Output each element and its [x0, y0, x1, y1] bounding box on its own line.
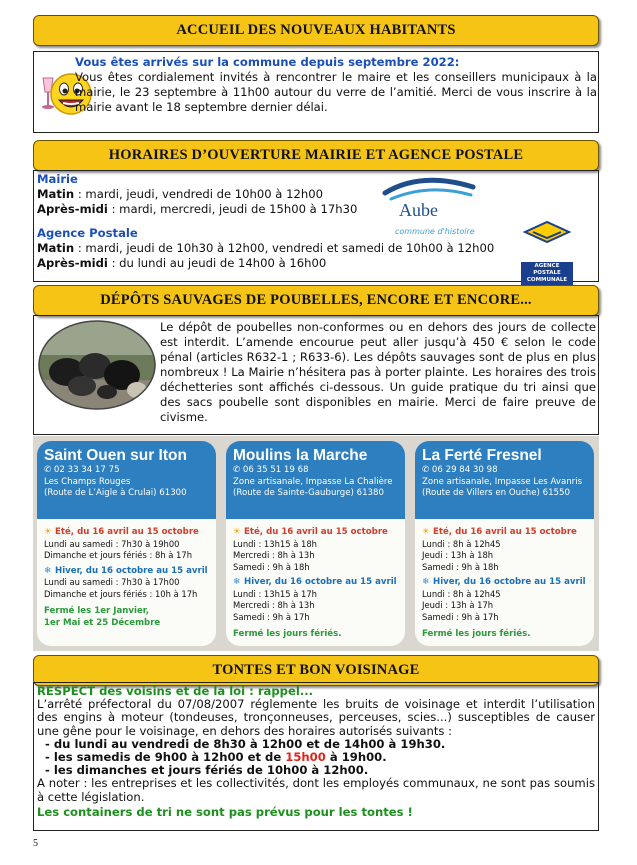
dechetterie-address: (Route de L’Aigle à Crulai) 61300	[44, 488, 187, 498]
poste-logo-line1: AGENCE POSTALE	[533, 263, 561, 276]
schedule-line: Lundi au samedi : 7h30 à 19h00	[44, 538, 180, 549]
accueil-highlight: Vous êtes arrivés sur la commune depuis septembre 2022:	[75, 55, 460, 69]
dechetterie-phone: ✆ 02 33 34 17 75	[44, 465, 120, 475]
tontes-intro: RESPECT des voisins et de la loi : rappel...	[37, 684, 314, 698]
hiver-title: ❄ Hiver, du 16 octobre au 15 avril	[233, 577, 397, 587]
page-number: 5	[33, 838, 38, 849]
dechetterie-card-moulins	[226, 441, 405, 646]
schedule-line: Samedi : 9h à 18h	[422, 561, 499, 572]
section-tontes	[33, 682, 599, 831]
schedule-line: Lundi : 8h à 12h45	[422, 538, 501, 549]
hiver-title: ❄ Hiver, du 16 octobre au 15 avril	[422, 577, 586, 587]
list-item: - les samedis de 9h00 à 12h00 et de 15h00 à 19h00.	[45, 751, 595, 764]
schedule-line: Lundi : 13h15 à 17h	[233, 588, 317, 599]
accueil-body: Vous êtes cordialement invités à rencontrer le maire et les conseillers municipaux à la mairie, le 23 septembre à 11h00 autour du verre de l’amitié. Merci de vous inscrire à la mairie avant le 18 septembre dernier délai.	[75, 70, 597, 114]
aube-logo-name: Aube	[399, 200, 438, 220]
dechetteries-panel	[33, 436, 599, 651]
schedule-line: Jeudi : 13h à 17h	[422, 600, 494, 610]
schedule-line: Samedi : 9h à 17h	[422, 611, 499, 622]
snowflake-icon: ❄	[422, 577, 430, 587]
sun-icon: ☀	[233, 527, 241, 537]
poste-logo-line2: COMMUNALE	[526, 277, 568, 283]
ete-title: ☀ Eté, du 16 avril au 15 octobre	[44, 527, 199, 537]
dechetterie-address: Les Champs Rouges	[44, 476, 131, 487]
dechetterie-card-saint-ouen	[37, 441, 216, 646]
dechetterie-name: Saint Ouen sur Iton	[44, 447, 187, 464]
tontes-hours-list	[45, 738, 595, 778]
hiver-title: ❄ Hiver, du 16 octobre au 15 avril	[44, 565, 208, 576]
closed-notice: Fermé les 1er Janvier, 1er Mai et 25 Décembre	[44, 606, 161, 628]
trash-bags-photo	[37, 320, 157, 410]
mairie-heading: Mairie	[37, 172, 78, 186]
schedule-line: Dimanche et jours fériés : 10h à 17h	[44, 588, 198, 599]
dechetterie-name: Moulins la Marche	[233, 447, 368, 464]
snowflake-icon: ❄	[44, 565, 52, 576]
schedule-line: Mercredi : 8h à 13h	[233, 600, 315, 610]
snowflake-icon: ❄	[233, 577, 241, 587]
tontes-body: L’arrêté préfectoral du 07/08/2007 réglemente les bruits de voisinage et interdit l’utilisation des engins à moteur (tondeuses, tronçonneuses, perceuses, scies...) susceptibles de causer une gêne pour le voisinage, en dehors des horaires autorisés suivants :	[37, 697, 595, 738]
schedule-line: Lundi au samedi : 7h30 à 17h00	[44, 577, 180, 587]
poste-apm: Après-midi : du lundi au jeudi de 14h00 à 16h00	[37, 256, 327, 270]
section-accueil	[33, 51, 599, 133]
closed-notice: Fermé les jours fériés.	[422, 629, 531, 639]
schedule-line: Samedi : 9h à 17h	[233, 611, 310, 622]
tontes-closing: Les containers de tri ne sont pas prévus pour les tontes !	[37, 804, 413, 819]
section-depots	[33, 315, 599, 435]
tontes-note: A noter : les entreprises et les collectivités, dont les employés communaux, ne sont pas soumis à cette législation.	[37, 776, 595, 804]
dechetterie-address: Zone artisanale, Impasse Les Avanris	[422, 476, 583, 487]
ete-title: ☀ Eté, du 16 avril au 15 octobre	[233, 527, 388, 537]
dechetterie-phone: ✆ 06 29 84 30 98	[422, 465, 498, 475]
header-accueil: ACCUEIL DES NOUVEAUX HABITANTS	[33, 15, 599, 46]
dechetterie-name: La Ferté Fresnel	[422, 447, 542, 464]
poste-matin: Matin : mardi, jeudi de 10h30 à 12h00, vendredi et samedi de 10h00 à 12h00	[37, 241, 495, 255]
schedule-line: Dimanche et jours fériés : 8h à 17h	[44, 550, 193, 560]
ete-title: ☀ Eté, du 16 avril au 15 octobre	[422, 527, 577, 537]
dechetterie-address: (Route de Villers en Ouche) 61550	[422, 488, 570, 498]
dechetterie-card-la-ferte	[415, 441, 594, 646]
schedule-line: Lundi : 13h15 à 18h	[233, 538, 317, 549]
schedule-line: Samedi : 9h à 18h	[233, 561, 310, 572]
aube-logo-tagline: commune d'histoire	[395, 227, 475, 236]
header-tontes: TONTES ET BON VOISINAGE	[33, 655, 599, 686]
sun-icon: ☀	[422, 527, 430, 537]
dechetterie-address: (Route de Sainte-Gauburge) 61380	[233, 488, 384, 498]
depots-body: Le dépôt de poubelles non-conformes ou en dehors des jours de collecte est interdit. L’amende encourue peut aller jusqu’à 450 € selon le code pénal (articles R632-1 ; R633-6). Les dépôts sauvages sont de plus en plus nombreux ! La Mairie n’hésitera pas à porter plainte. Les horaires des trois déchetteries sont affichés ci-dessous. Un guide pratique du tri ainsi que des sacs poubelle sont disponibles en mairie. Merci de faire preuve de civisme.	[160, 320, 596, 424]
schedule-line: Lundi : 8h à 12h45	[422, 588, 501, 599]
sun-icon: ☀	[44, 527, 52, 537]
section-horaires	[33, 170, 599, 282]
closed-notice: Fermé les jours fériés.	[233, 629, 342, 639]
schedule-line: Jeudi : 13h à 18h	[422, 550, 494, 560]
schedule-line: Mercredi : 8h à 13h	[233, 550, 315, 560]
la-poste-logo	[521, 218, 573, 283]
list-item: - du lundi au vendredi de 8h30 à 12h00 et de 14h00 à 19h30.	[45, 738, 595, 751]
mairie-apm: Après-midi : mardi, mercredi, jeudi de 15h00 à 17h30	[37, 202, 358, 216]
dechetterie-phone: ✆ 06 35 51 19 68	[233, 465, 309, 475]
poste-heading: Agence Postale	[37, 226, 138, 240]
aube-logo	[381, 175, 479, 239]
list-item: - les dimanches et jours fériés de 10h00 à 12h00.	[45, 764, 595, 777]
dechetterie-address: Zone artisanale, Impasse La Chalière	[233, 476, 393, 487]
header-horaires: HORAIRES D’OUVERTURE MAIRIE ET AGENCE POSTALE	[33, 140, 599, 171]
mairie-matin: Matin : mardi, jeudi, vendredi de 10h00 à 12h00	[37, 187, 323, 201]
header-depots: DÉPÔTS SAUVAGES DE POUBELLES, ENCORE ET ENCORE...	[33, 285, 599, 316]
